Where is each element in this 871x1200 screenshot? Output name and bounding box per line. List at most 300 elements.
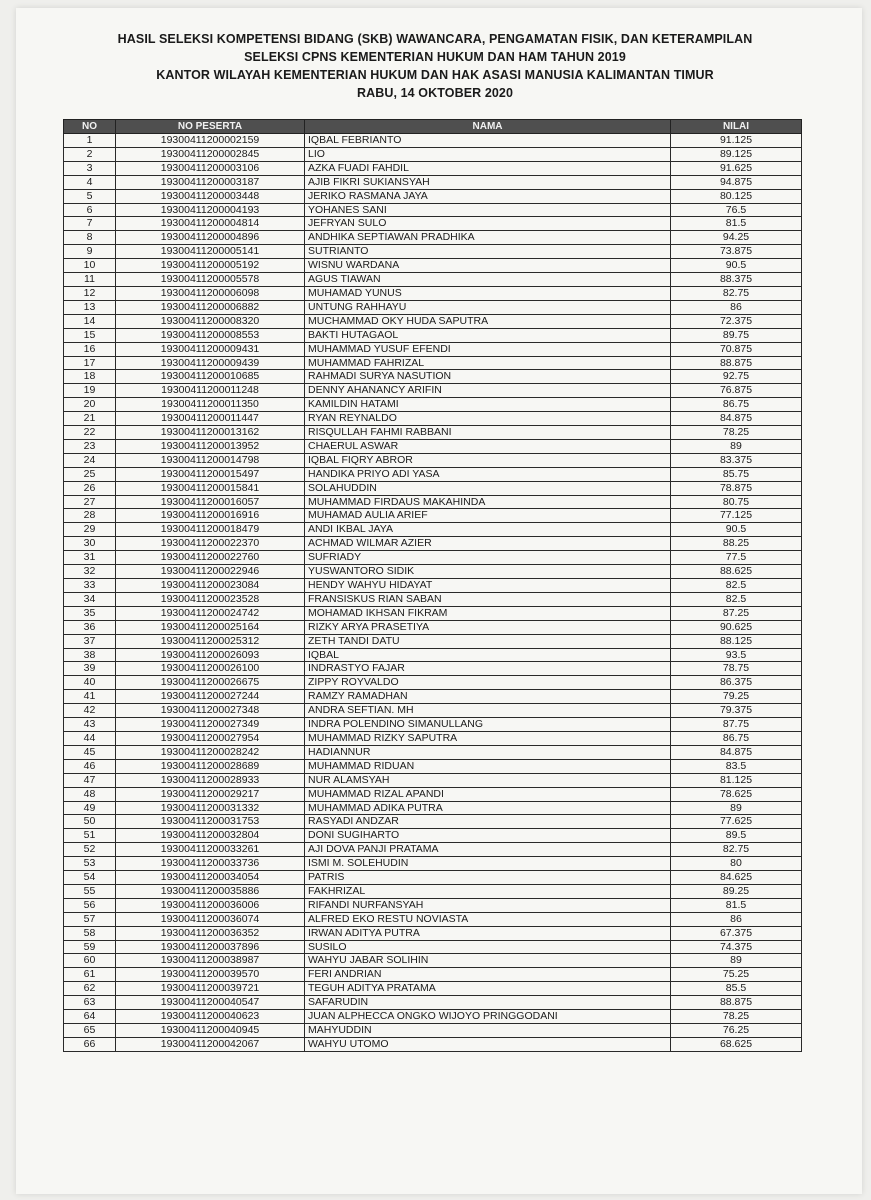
row-number-cell: 34 <box>64 592 116 606</box>
participant-number-cell: 19300411200026093 <box>116 648 305 662</box>
score-cell: 85.5 <box>671 982 802 996</box>
row-number-cell: 9 <box>64 245 116 259</box>
score-cell: 86.75 <box>671 398 802 412</box>
table-row <box>64 565 802 579</box>
participant-name-cell: DENNY AHANANCY ARIFIN <box>305 384 671 398</box>
participant-number-cell: 19300411200009439 <box>116 356 305 370</box>
score-cell: 82.75 <box>671 286 802 300</box>
participant-number-cell: 19300411200008553 <box>116 328 305 342</box>
table-body <box>64 134 802 1052</box>
score-cell: 94.25 <box>671 231 802 245</box>
header-date: RABU, 14 OKTOBER 2020 <box>356 86 514 100</box>
table-row <box>64 912 802 926</box>
row-number-cell: 21 <box>64 412 116 426</box>
row-number-cell: 33 <box>64 579 116 593</box>
participant-number-cell: 19300411200018479 <box>116 523 305 537</box>
participant-number-cell: 19300411200040945 <box>116 1024 305 1038</box>
participant-number-cell: 19300411200033736 <box>116 857 305 871</box>
row-number-cell: 49 <box>64 801 116 815</box>
table-row <box>64 843 802 857</box>
table-row <box>64 273 802 287</box>
row-number-cell: 24 <box>64 453 116 467</box>
participant-name-cell: CHAERUL ASWAR <box>305 439 671 453</box>
table-row <box>64 467 802 481</box>
participant-name-cell: MUHAMMAD RIZAL APANDI <box>305 787 671 801</box>
participant-number-cell: 19300411200022370 <box>116 537 305 551</box>
participant-number-cell: 19300411200005141 <box>116 245 305 259</box>
table-row <box>64 161 802 175</box>
participant-number-cell: 19300411200011447 <box>116 412 305 426</box>
participant-number-cell: 19300411200010685 <box>116 370 305 384</box>
table-row <box>64 704 802 718</box>
table-row <box>64 982 802 996</box>
participant-number-cell: 19300411200027954 <box>116 731 305 745</box>
table-row <box>64 134 802 148</box>
participant-name-cell: MUHAMMAD RIDUAN <box>305 759 671 773</box>
table-row <box>64 175 802 189</box>
row-number-cell: 42 <box>64 704 116 718</box>
row-number-cell: 57 <box>64 912 116 926</box>
participant-name-cell: SUFRIADY <box>305 551 671 565</box>
table-row <box>64 773 802 787</box>
table-row <box>64 259 802 273</box>
participant-name-cell: MUHAMMAD ADIKA PUTRA <box>305 801 671 815</box>
participant-name-cell: WAHYU JABAR SOLIHIN <box>305 954 671 968</box>
row-number-cell: 23 <box>64 439 116 453</box>
participant-name-cell: RIZKY ARYA PRASETIYA <box>305 620 671 634</box>
score-cell: 90.5 <box>671 259 802 273</box>
row-number-cell: 11 <box>64 273 116 287</box>
participant-name-cell: HENDY WAHYU HIDAYAT <box>305 579 671 593</box>
participant-number-cell: 19300411200015497 <box>116 467 305 481</box>
participant-number-cell: 19300411200027348 <box>116 704 305 718</box>
table-row <box>64 328 802 342</box>
participant-number-cell: 19300411200026100 <box>116 662 305 676</box>
participant-number-cell: 19300411200040623 <box>116 1010 305 1024</box>
score-cell: 89.25 <box>671 884 802 898</box>
score-cell: 78.625 <box>671 787 802 801</box>
score-cell: 89.125 <box>671 147 802 161</box>
table-row <box>64 606 802 620</box>
score-cell: 86.75 <box>671 731 802 745</box>
participant-number-cell: 19300411200016916 <box>116 509 305 523</box>
score-cell: 68.625 <box>671 1037 802 1051</box>
row-number-cell: 58 <box>64 926 116 940</box>
row-number-cell: 51 <box>64 829 116 843</box>
participant-name-cell: UNTUNG RAHHAYU <box>305 300 671 314</box>
row-number-cell: 36 <box>64 620 116 634</box>
participant-name-cell: WISNU WARDANA <box>305 259 671 273</box>
participant-name-cell: SAFARUDIN <box>305 996 671 1010</box>
table-row <box>64 1024 802 1038</box>
table-row <box>64 356 802 370</box>
score-cell: 88.125 <box>671 634 802 648</box>
participant-name-cell: SUTRIANTO <box>305 245 671 259</box>
score-cell: 93.5 <box>671 648 802 662</box>
row-number-cell: 64 <box>64 1010 116 1024</box>
score-cell: 90.5 <box>671 523 802 537</box>
score-cell: 73.875 <box>671 245 802 259</box>
participant-number-cell: 19300411200042067 <box>116 1037 305 1051</box>
participant-number-cell: 19300411200036352 <box>116 926 305 940</box>
score-cell: 84.875 <box>671 745 802 759</box>
participant-number-cell: 19300411200003448 <box>116 189 305 203</box>
participant-name-cell: MUHAMMAD RIZKY SAPUTRA <box>305 731 671 745</box>
table-row <box>64 745 802 759</box>
row-number-cell: 59 <box>64 940 116 954</box>
participant-number-cell: 19300411200004193 <box>116 203 305 217</box>
participant-name-cell: MUHAMMAD FIRDAUS MAKAHINDA <box>305 495 671 509</box>
table-row <box>64 718 802 732</box>
participant-number-cell: 19300411200011350 <box>116 398 305 412</box>
participant-number-cell: 19300411200008320 <box>116 314 305 328</box>
column-header-no-peserta: NO PESERTA <box>116 120 305 134</box>
column-header-nama: NAMA <box>305 120 671 134</box>
participant-name-cell: INDRASTYO FAJAR <box>305 662 671 676</box>
score-cell: 86 <box>671 300 802 314</box>
participant-number-cell: 19300411200027244 <box>116 690 305 704</box>
row-number-cell: 4 <box>64 175 116 189</box>
row-number-cell: 22 <box>64 426 116 440</box>
participant-name-cell: MUHAMMAD YUSUF EFENDI <box>305 342 671 356</box>
row-number-cell: 43 <box>64 718 116 732</box>
table-row <box>64 398 802 412</box>
participant-number-cell: 19300411200031753 <box>116 815 305 829</box>
score-cell: 86.375 <box>671 676 802 690</box>
participant-number-cell: 19300411200040547 <box>116 996 305 1010</box>
header-title-line-2: SELEKSI CPNS KEMENTERIAN HUKUM DAN HAM TAHUN 2019 <box>244 50 626 64</box>
score-cell: 82.5 <box>671 592 802 606</box>
row-number-cell: 47 <box>64 773 116 787</box>
table-row <box>64 523 802 537</box>
participant-name-cell: RIFANDI NURFANSYAH <box>305 898 671 912</box>
score-cell: 87.25 <box>671 606 802 620</box>
score-cell: 84.875 <box>671 412 802 426</box>
participant-name-cell: IQBAL <box>305 648 671 662</box>
table-row <box>64 509 802 523</box>
participant-number-cell: 19300411200033261 <box>116 843 305 857</box>
score-cell: 88.25 <box>671 537 802 551</box>
row-number-cell: 16 <box>64 342 116 356</box>
score-cell: 80.75 <box>671 495 802 509</box>
score-cell: 89.5 <box>671 829 802 843</box>
participant-number-cell: 19300411200011248 <box>116 384 305 398</box>
row-number-cell: 31 <box>64 551 116 565</box>
participant-name-cell: BAKTI HUTAGAOL <box>305 328 671 342</box>
row-number-cell: 14 <box>64 314 116 328</box>
participant-number-cell: 19300411200022946 <box>116 565 305 579</box>
table-row <box>64 384 802 398</box>
row-number-cell: 44 <box>64 731 116 745</box>
participant-name-cell: MUCHAMMAD OKY HUDA SAPUTRA <box>305 314 671 328</box>
table-row <box>64 940 802 954</box>
row-number-cell: 41 <box>64 690 116 704</box>
score-cell: 77.125 <box>671 509 802 523</box>
table-row <box>64 453 802 467</box>
score-cell: 92.75 <box>671 370 802 384</box>
participant-number-cell: 19300411200037896 <box>116 940 305 954</box>
score-cell: 88.375 <box>671 273 802 287</box>
participant-name-cell: ALFRED EKO RESTU NOVIASTA <box>305 912 671 926</box>
participant-number-cell: 19300411200023528 <box>116 592 305 606</box>
score-cell: 89 <box>671 801 802 815</box>
table-row <box>64 286 802 300</box>
table-row <box>64 439 802 453</box>
participant-name-cell: WAHYU UTOMO <box>305 1037 671 1051</box>
score-cell: 88.875 <box>671 996 802 1010</box>
score-cell: 81.5 <box>671 217 802 231</box>
participant-number-cell: 19300411200002845 <box>116 147 305 161</box>
row-number-cell: 35 <box>64 606 116 620</box>
row-number-cell: 19 <box>64 384 116 398</box>
participant-number-cell: 19300411200038987 <box>116 954 305 968</box>
participant-name-cell: JUAN ALPHECCA ONGKO WIJOYO PRINGGODANI <box>305 1010 671 1024</box>
participant-name-cell: SUSILO <box>305 940 671 954</box>
participant-name-cell: FRANSISKUS RIAN SABAN <box>305 592 671 606</box>
participant-name-cell: YOHANES SANI <box>305 203 671 217</box>
table-row <box>64 759 802 773</box>
row-number-cell: 66 <box>64 1037 116 1051</box>
score-cell: 76.5 <box>671 203 802 217</box>
participant-number-cell: 19300411200026675 <box>116 676 305 690</box>
score-cell: 72.375 <box>671 314 802 328</box>
score-cell: 83.5 <box>671 759 802 773</box>
participant-name-cell: JERIKO RASMANA JAYA <box>305 189 671 203</box>
score-cell: 76.25 <box>671 1024 802 1038</box>
participant-number-cell: 19300411200003187 <box>116 175 305 189</box>
score-cell: 91.625 <box>671 161 802 175</box>
score-cell: 87.75 <box>671 718 802 732</box>
participant-name-cell: ZETH TANDI DATU <box>305 634 671 648</box>
participant-number-cell: 19300411200028242 <box>116 745 305 759</box>
table-row <box>64 147 802 161</box>
participant-name-cell: RAMZY RAMADHAN <box>305 690 671 704</box>
row-number-cell: 2 <box>64 147 116 161</box>
participant-number-cell: 19300411200032804 <box>116 829 305 843</box>
row-number-cell: 17 <box>64 356 116 370</box>
row-number-cell: 39 <box>64 662 116 676</box>
row-number-cell: 54 <box>64 871 116 885</box>
table-row <box>64 300 802 314</box>
score-cell: 70.875 <box>671 342 802 356</box>
score-cell: 86 <box>671 912 802 926</box>
participant-name-cell: ISMI M. SOLEHUDIN <box>305 857 671 871</box>
participant-number-cell: 19300411200004896 <box>116 231 305 245</box>
score-cell: 77.625 <box>671 815 802 829</box>
table-row <box>64 926 802 940</box>
score-cell: 89 <box>671 439 802 453</box>
participant-name-cell: AGUS TIAWAN <box>305 273 671 287</box>
participant-name-cell: HANDIKA PRIYO ADI YASA <box>305 467 671 481</box>
table-row <box>64 871 802 885</box>
participant-name-cell: MUHAMAD AULIA ARIEF <box>305 509 671 523</box>
score-cell: 78.875 <box>671 481 802 495</box>
participant-name-cell: DONI SUGIHARTO <box>305 829 671 843</box>
score-cell: 85.75 <box>671 467 802 481</box>
row-number-cell: 53 <box>64 857 116 871</box>
row-number-cell: 12 <box>64 286 116 300</box>
table-row <box>64 676 802 690</box>
row-number-cell: 13 <box>64 300 116 314</box>
participant-name-cell: LIO <box>305 147 671 161</box>
participant-number-cell: 19300411200004814 <box>116 217 305 231</box>
score-cell: 88.625 <box>671 565 802 579</box>
score-cell: 81.5 <box>671 898 802 912</box>
participant-number-cell: 19300411200025164 <box>116 620 305 634</box>
participant-name-cell: YUSWANTORO SIDIK <box>305 565 671 579</box>
row-number-cell: 26 <box>64 481 116 495</box>
participant-name-cell: HADIANNUR <box>305 745 671 759</box>
participant-number-cell: 19300411200013162 <box>116 426 305 440</box>
table-row <box>64 231 802 245</box>
participant-number-cell: 19300411200022760 <box>116 551 305 565</box>
table-row <box>64 690 802 704</box>
row-number-cell: 30 <box>64 537 116 551</box>
table-row <box>64 954 802 968</box>
table-header-row <box>64 120 802 134</box>
score-cell: 74.375 <box>671 940 802 954</box>
table-row <box>64 189 802 203</box>
participant-name-cell: RISQULLAH FAHMI RABBANI <box>305 426 671 440</box>
table-row <box>64 620 802 634</box>
table-row <box>64 592 802 606</box>
participant-name-cell: ANDRA SEFTIAN. MH <box>305 704 671 718</box>
row-number-cell: 60 <box>64 954 116 968</box>
row-number-cell: 46 <box>64 759 116 773</box>
participant-number-cell: 19300411200002159 <box>116 134 305 148</box>
table-row <box>64 898 802 912</box>
participant-name-cell: JEFRYAN SULO <box>305 217 671 231</box>
score-cell: 89.75 <box>671 328 802 342</box>
participant-number-cell: 19300411200036074 <box>116 912 305 926</box>
column-header-no: NO <box>64 120 116 134</box>
participant-name-cell: INDRA POLENDINO SIMANULLANG <box>305 718 671 732</box>
participant-number-cell: 19300411200029217 <box>116 787 305 801</box>
row-number-cell: 55 <box>64 884 116 898</box>
table-row <box>64 648 802 662</box>
participant-number-cell: 19300411200025312 <box>116 634 305 648</box>
participant-name-cell: AJIB FIKRI SUKIANSYAH <box>305 175 671 189</box>
table-row <box>64 314 802 328</box>
participant-name-cell: FAKHRIZAL <box>305 884 671 898</box>
table-row <box>64 370 802 384</box>
participant-number-cell: 19300411200039721 <box>116 982 305 996</box>
document-header <box>40 30 830 102</box>
participant-name-cell: RASYADI ANDZAR <box>305 815 671 829</box>
table-row <box>64 245 802 259</box>
table-row <box>64 579 802 593</box>
row-number-cell: 1 <box>64 134 116 148</box>
score-cell: 75.25 <box>671 968 802 982</box>
row-number-cell: 45 <box>64 745 116 759</box>
table-row <box>64 884 802 898</box>
participant-number-cell: 19300411200034054 <box>116 871 305 885</box>
participant-number-cell: 19300411200039570 <box>116 968 305 982</box>
row-number-cell: 52 <box>64 843 116 857</box>
participant-number-cell: 19300411200009431 <box>116 342 305 356</box>
participant-number-cell: 19300411200005192 <box>116 259 305 273</box>
row-number-cell: 7 <box>64 217 116 231</box>
row-number-cell: 37 <box>64 634 116 648</box>
participant-number-cell: 19300411200036006 <box>116 898 305 912</box>
table-row <box>64 537 802 551</box>
participant-name-cell: MOHAMAD IKHSAN FIKRAM <box>305 606 671 620</box>
participant-number-cell: 19300411200003106 <box>116 161 305 175</box>
table-row <box>64 1037 802 1051</box>
participant-number-cell: 19300411200027349 <box>116 718 305 732</box>
table-row <box>64 857 802 871</box>
table-row <box>64 481 802 495</box>
participant-name-cell: PATRIS <box>305 871 671 885</box>
score-cell: 82.5 <box>671 579 802 593</box>
table-row <box>64 968 802 982</box>
row-number-cell: 50 <box>64 815 116 829</box>
participant-name-cell: TEGUH ADITYA PRATAMA <box>305 982 671 996</box>
table-row <box>64 829 802 843</box>
table-row <box>64 731 802 745</box>
row-number-cell: 18 <box>64 370 116 384</box>
row-number-cell: 3 <box>64 161 116 175</box>
table-row <box>64 996 802 1010</box>
table-row <box>64 495 802 509</box>
score-cell: 94.875 <box>671 175 802 189</box>
header-title-line-1: HASIL SELEKSI KOMPETENSI BIDANG (SKB) WAWANCARA, PENGAMATAN FISIK, DAN KETERAMPILAN <box>117 32 753 46</box>
column-header-nilai: NILAI <box>671 120 802 134</box>
participant-number-cell: 19300411200031332 <box>116 801 305 815</box>
score-cell: 77.5 <box>671 551 802 565</box>
row-number-cell: 10 <box>64 259 116 273</box>
table-row <box>64 551 802 565</box>
participant-number-cell: 19300411200028689 <box>116 759 305 773</box>
score-cell: 80.125 <box>671 189 802 203</box>
row-number-cell: 32 <box>64 565 116 579</box>
participant-number-cell: 19300411200015841 <box>116 481 305 495</box>
row-number-cell: 15 <box>64 328 116 342</box>
row-number-cell: 48 <box>64 787 116 801</box>
score-cell: 82.75 <box>671 843 802 857</box>
score-cell: 78.25 <box>671 426 802 440</box>
score-cell: 78.75 <box>671 662 802 676</box>
row-number-cell: 63 <box>64 996 116 1010</box>
table-row <box>64 662 802 676</box>
participant-name-cell: ANDI IKBAL JAYA <box>305 523 671 537</box>
participant-name-cell: KAMILDIN HATAMI <box>305 398 671 412</box>
row-number-cell: 8 <box>64 231 116 245</box>
participant-name-cell: IRWAN ADITYA PUTRA <box>305 926 671 940</box>
table-row <box>64 426 802 440</box>
row-number-cell: 40 <box>64 676 116 690</box>
row-number-cell: 6 <box>64 203 116 217</box>
score-cell: 83.375 <box>671 453 802 467</box>
participant-name-cell: AZKA FUADI FAHDIL <box>305 161 671 175</box>
participant-name-cell: MUHAMAD YUNUS <box>305 286 671 300</box>
participant-number-cell: 19300411200014798 <box>116 453 305 467</box>
table-row <box>64 412 802 426</box>
participant-number-cell: 19300411200013952 <box>116 439 305 453</box>
participant-number-cell: 19300411200024742 <box>116 606 305 620</box>
participant-name-cell: ANDHIKA SEPTIAWAN PRADHIKA <box>305 231 671 245</box>
row-number-cell: 25 <box>64 467 116 481</box>
table-row <box>64 203 802 217</box>
participant-number-cell: 19300411200016057 <box>116 495 305 509</box>
table-row <box>64 787 802 801</box>
participant-number-cell: 19300411200006882 <box>116 300 305 314</box>
participant-name-cell: AJI DOVA PANJI PRATAMA <box>305 843 671 857</box>
table-row <box>64 815 802 829</box>
results-table <box>63 119 802 1052</box>
row-number-cell: 27 <box>64 495 116 509</box>
participant-number-cell: 19300411200028933 <box>116 773 305 787</box>
